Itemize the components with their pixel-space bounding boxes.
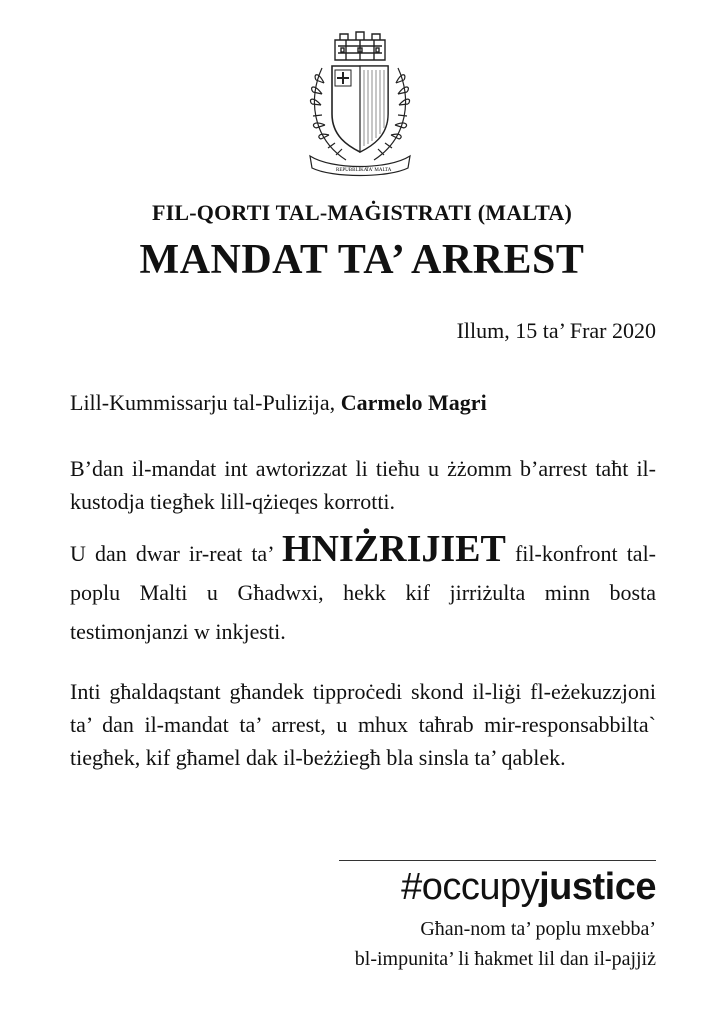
court-heading: FIL-QORTI TAL-MAĠISTRATI (MALTA) — [151, 200, 572, 225]
paragraph-authorization: B’dan il-mandat int awtorizzat li tieħu u żżomm b’arrest taħt il-kustodja tiegħek lill-qżieqes korrotti. — [70, 456, 656, 514]
scroll-text-right: TA' MALTA — [366, 168, 392, 173]
charge-text-before: U dan dwar ir-reat ta’ — [70, 541, 273, 566]
date-line: Illum, 15 ta’ Frar 2020 — [456, 318, 656, 343]
charge-text-after: fil-konfront tal-poplu Malti u Għadwxi, hekk kif jirriżulta minn bosta testimonjanzi w inkjesti. — [70, 541, 657, 644]
scroll-ribbon-icon — [310, 156, 410, 176]
signature-line — [339, 860, 656, 861]
addressee-line — [70, 386, 656, 419]
hashtag-bold: justice — [539, 866, 656, 908]
signoff-line-1: Għan-nom ta’ poplu mxebba’ — [420, 918, 656, 940]
mural-crown-icon — [335, 32, 385, 60]
warrant-title: MANDAT TA’ ARREST — [139, 237, 585, 283]
hashtag-occupyjustice — [401, 866, 656, 909]
shield-icon — [332, 66, 388, 152]
signoff-line-2: bl-impunita’ li ħakmet lil dan il-pajjiż — [354, 948, 656, 970]
scroll-text-left: REPUBBLIKA — [336, 168, 368, 173]
paragraph-instruction: Inti għaldaqstant għandek tipproċedi skond il-liġi fl-eżekuzzjoni ta’ dan il-mandat ta’ arrest, u mhux taħrab mir-responsabbilta` tiegħek, kif għamel dak il-beżżiegħ bla sinsla ta’ qablek. — [70, 679, 656, 770]
hashtag-prefix: #occupy — [401, 866, 540, 908]
malta-coat-of-arms-emblem — [302, 28, 418, 178]
paragraph-charge — [70, 530, 656, 651]
addressee-prefix: Lill-Kummissarju tal-Pulizija, — [70, 390, 336, 415]
charge-crime: HNIŻRIJIET — [282, 528, 506, 570]
addressee-name: Carmelo Magri — [340, 390, 487, 415]
signoff — [355, 914, 656, 974]
